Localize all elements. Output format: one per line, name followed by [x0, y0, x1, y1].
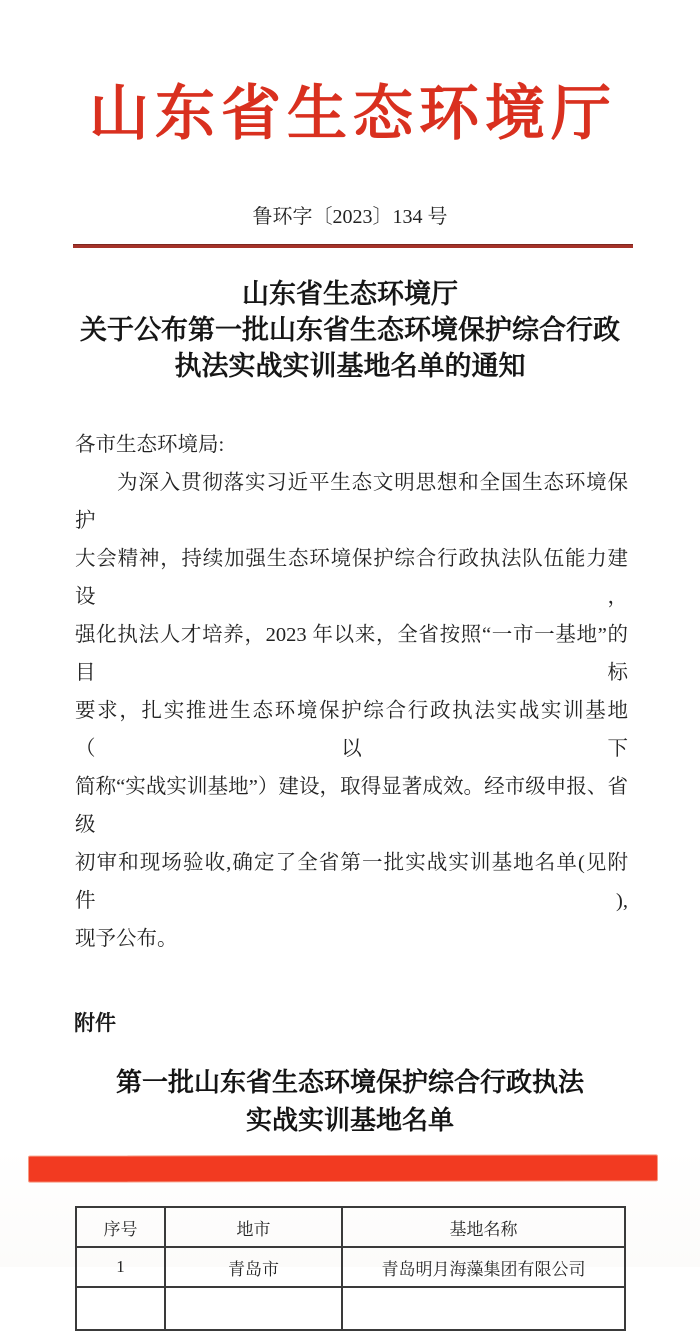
table-header-cell: 基地名称	[342, 1207, 625, 1247]
table-header-cell: 序号	[76, 1207, 165, 1247]
document-page	[0, 80, 700, 1279]
notice-title-line: 关于公布第一批山东省生态环境保护综合行政	[80, 315, 620, 345]
attachment-title	[0, 1064, 700, 1140]
table-row	[76, 1287, 625, 1330]
paragraph-line: 强化执法人才培养，2023 年以来，全省按照“一市一基地”的目标	[75, 624, 628, 684]
notice-title	[0, 276, 700, 384]
paragraph-line: 要求，扎实推进生态环境保护综合行政执法实战实训基地（以下	[75, 700, 628, 760]
paragraph-line: 简称“实战实训基地”）建设，取得显著成效。经市级申报、省级	[75, 776, 628, 836]
redaction-bar	[28, 1154, 658, 1182]
table-cell: 青岛市	[165, 1247, 342, 1287]
table-cell	[76, 1287, 165, 1330]
document-number: 鲁环字〔2023〕134 号	[252, 206, 448, 228]
notice-title-line: 山东省生态环境厅	[242, 279, 458, 309]
table-header-row	[76, 1207, 625, 1247]
table-header-cell: 地市	[165, 1207, 342, 1247]
table-cell	[342, 1287, 625, 1330]
body-text	[75, 426, 628, 958]
table-row	[76, 1247, 625, 1287]
paragraph-line: 初审和现场验收,确定了全省第一批实战实训基地名单(见附件),	[75, 852, 628, 912]
salutation: 各市生态环境局:	[75, 434, 225, 456]
attachment-title-line: 第一批山东省生态环境保护综合行政执法	[115, 1068, 584, 1097]
table-cell	[165, 1287, 342, 1330]
paragraph-line: 现予公布。	[75, 928, 178, 950]
paragraph-line: 大会精神，持续加强生态环境保护综合行政执法队伍能力建设，	[75, 548, 628, 608]
paragraph-line: 为深入贯彻落实习近平生态文明思想和全国生态环境保护	[75, 472, 628, 532]
table-cell: 1	[76, 1247, 165, 1287]
agency-masthead-title: 山东省生态环境厅	[89, 81, 617, 147]
bases-table	[75, 1206, 626, 1331]
attachment-title-line: 实战实训基地名单	[245, 1106, 454, 1135]
red-divider-rule	[73, 244, 633, 248]
table-cell: 青岛明月海藻集团有限公司	[342, 1247, 625, 1287]
attachment-label: 附件	[74, 1012, 116, 1035]
notice-title-line: 执法实战实训基地名单的通知	[174, 351, 526, 381]
